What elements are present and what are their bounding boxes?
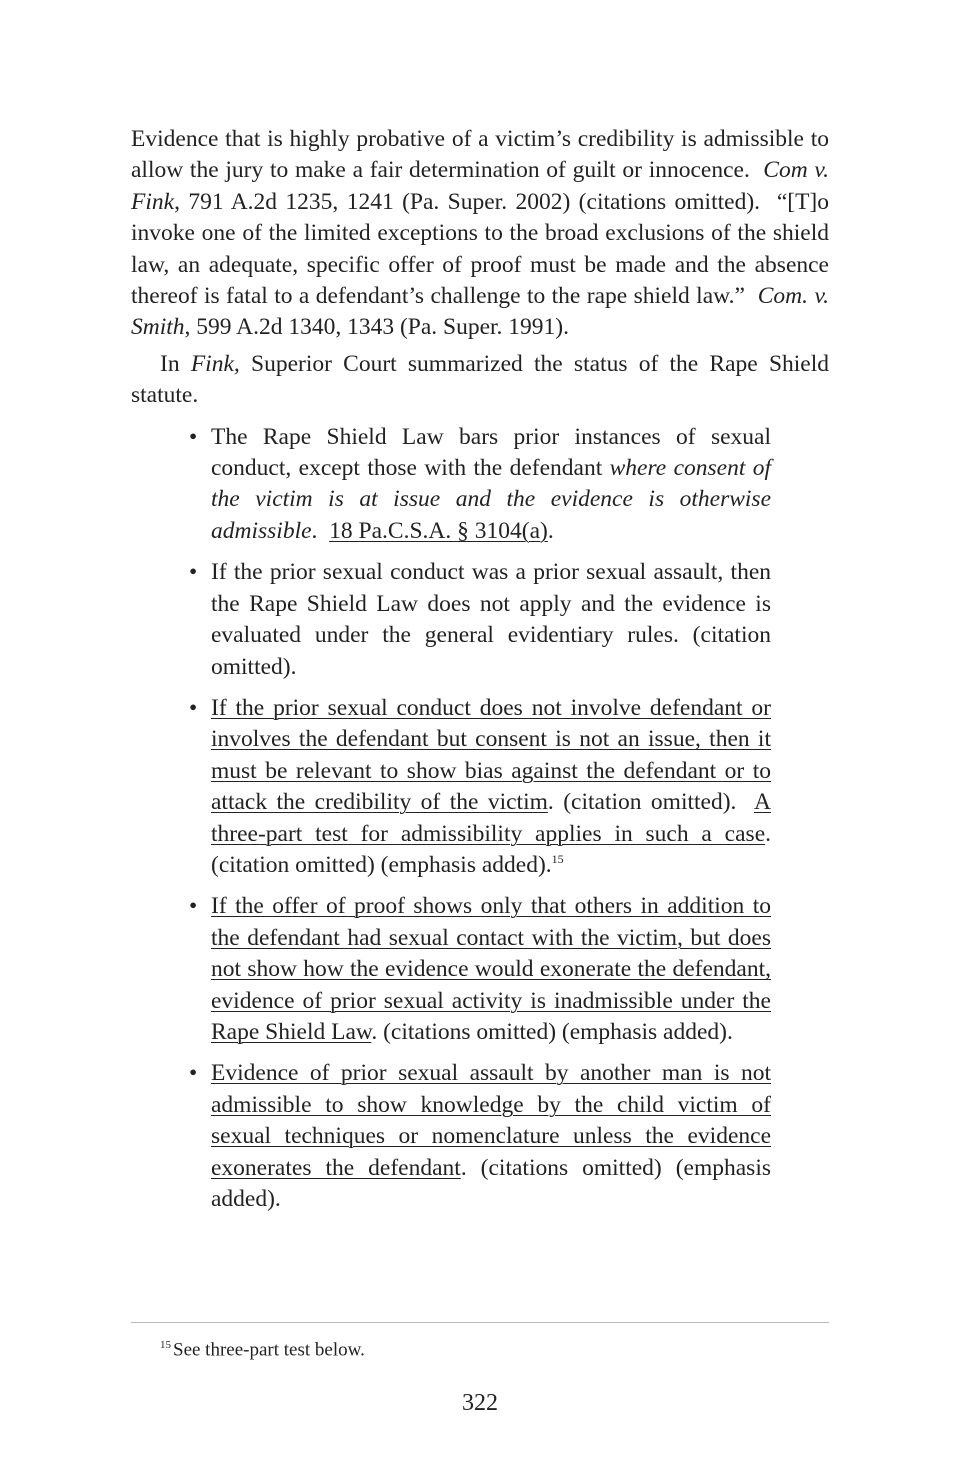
para2-text: Superior Court summarized the status of the Rape Shield statute. <box>131 350 830 409</box>
bullet-1-text: The Rape Shield Law bars prior instances of sexual conduct, except those with the defendant <box>211 423 771 482</box>
bullet-3-citation: . (citation omitted). <box>547 789 737 816</box>
case-name-fink: Com v. Fink <box>131 157 829 215</box>
citation-fink: , 791 A.2d 1235, 1241 (Pa. Super. 2002) (citations omitted). <box>174 188 761 215</box>
bullet-5-citation: . (citations omitted) (emphasis added). <box>211 1154 772 1212</box>
bullet-icon: • <box>189 694 198 721</box>
footnote-number: 15 <box>160 1339 171 1351</box>
page-body <box>131 124 829 1225</box>
footnote-reference[interactable]: 15 <box>551 852 564 867</box>
bullet-icon: • <box>189 423 198 450</box>
case-name-fink-2: Fink, <box>190 350 240 377</box>
bullet-3-underlined-2: A three-part test for admissibility applies in such a case <box>211 789 771 847</box>
bullet-4-citation: . (citations omitted) (emphasis added). <box>371 1018 733 1045</box>
list-item <box>189 1058 772 1215</box>
list-item <box>189 693 771 881</box>
rules-list <box>131 422 829 1216</box>
intro-sentence: Evidence that is highly probative of a victim’s credibility is admissible to allow the jury to make a fair determination of guilt or innocence. <box>131 126 829 184</box>
bullet-4-underlined: If the offer of proof shows only that others in addition to the defendant had sexual contact with the victim, but does not show how the evidence would exonerate the defendant, evidence of prior sexual activity is inadmissible under the Rape Shield Law <box>211 893 771 1045</box>
bullet-icon: • <box>189 1060 198 1087</box>
bullet-icon: • <box>189 559 198 586</box>
statute-link[interactable]: 18 Pa.C.S.A. § 3104(a) <box>329 517 548 544</box>
bullet-2-text: If the prior sexual conduct was a prior sexual assault, then the Rape Shield Law does not apply and the evidence is evaluated under the general evidentiary rules. (citation omitted). <box>211 559 771 680</box>
bullet-icon: • <box>189 893 198 920</box>
list-item: • The Rape Shield Law bars prior instances of sexual conduct, except those with the defendant where consent of the victim is at issue and the evidence is otherwise admissible. 18 Pa.C.S.A. § 3104(a). <box>189 423 772 544</box>
list-item <box>189 557 771 683</box>
bullet-3-underlined: If the prior sexual conduct does not involve defendant or involves the defendant but consent is not an issue, then it must be relevant to show bias against the defendant or to attack the credibility of the victim <box>211 694 771 816</box>
citation-smith: , 599 A.2d 1340, 1343 (Pa. Super. 1991). <box>184 314 570 341</box>
bullet-1-italic: where consent of the victim is at issue and the evidence is otherwise admissible <box>211 455 772 544</box>
quote-smith: “[T]o invoke one of the limited exceptions to the broad exclusions of the shield law, an adequate, specific offer of proof must be made and the absence thereof is fatal to a defendant’s challenge to the rape shield law.” <box>131 188 829 310</box>
intro-paragraph <box>131 124 829 344</box>
footnote <box>160 1333 365 1362</box>
footnote-divider <box>131 1322 829 1323</box>
footnote-text: See three-part test below. <box>173 1339 365 1361</box>
para2-lead: In <box>160 350 180 377</box>
fink-summary-paragraph <box>131 349 829 412</box>
case-name-smith: Com. v. Smith <box>131 283 830 341</box>
page-number: 322 <box>462 1390 498 1416</box>
bullet-5-underlined: Evidence of prior sexual assault by another man is not admissible to show knowledge by the child victim of sexual techniques or nomenclature unless the evidence exonerates the defendant <box>211 1060 771 1181</box>
bullet-3-citation-2: . (citation omitted) (emphasis added). <box>211 820 771 878</box>
list-item <box>189 891 771 1048</box>
